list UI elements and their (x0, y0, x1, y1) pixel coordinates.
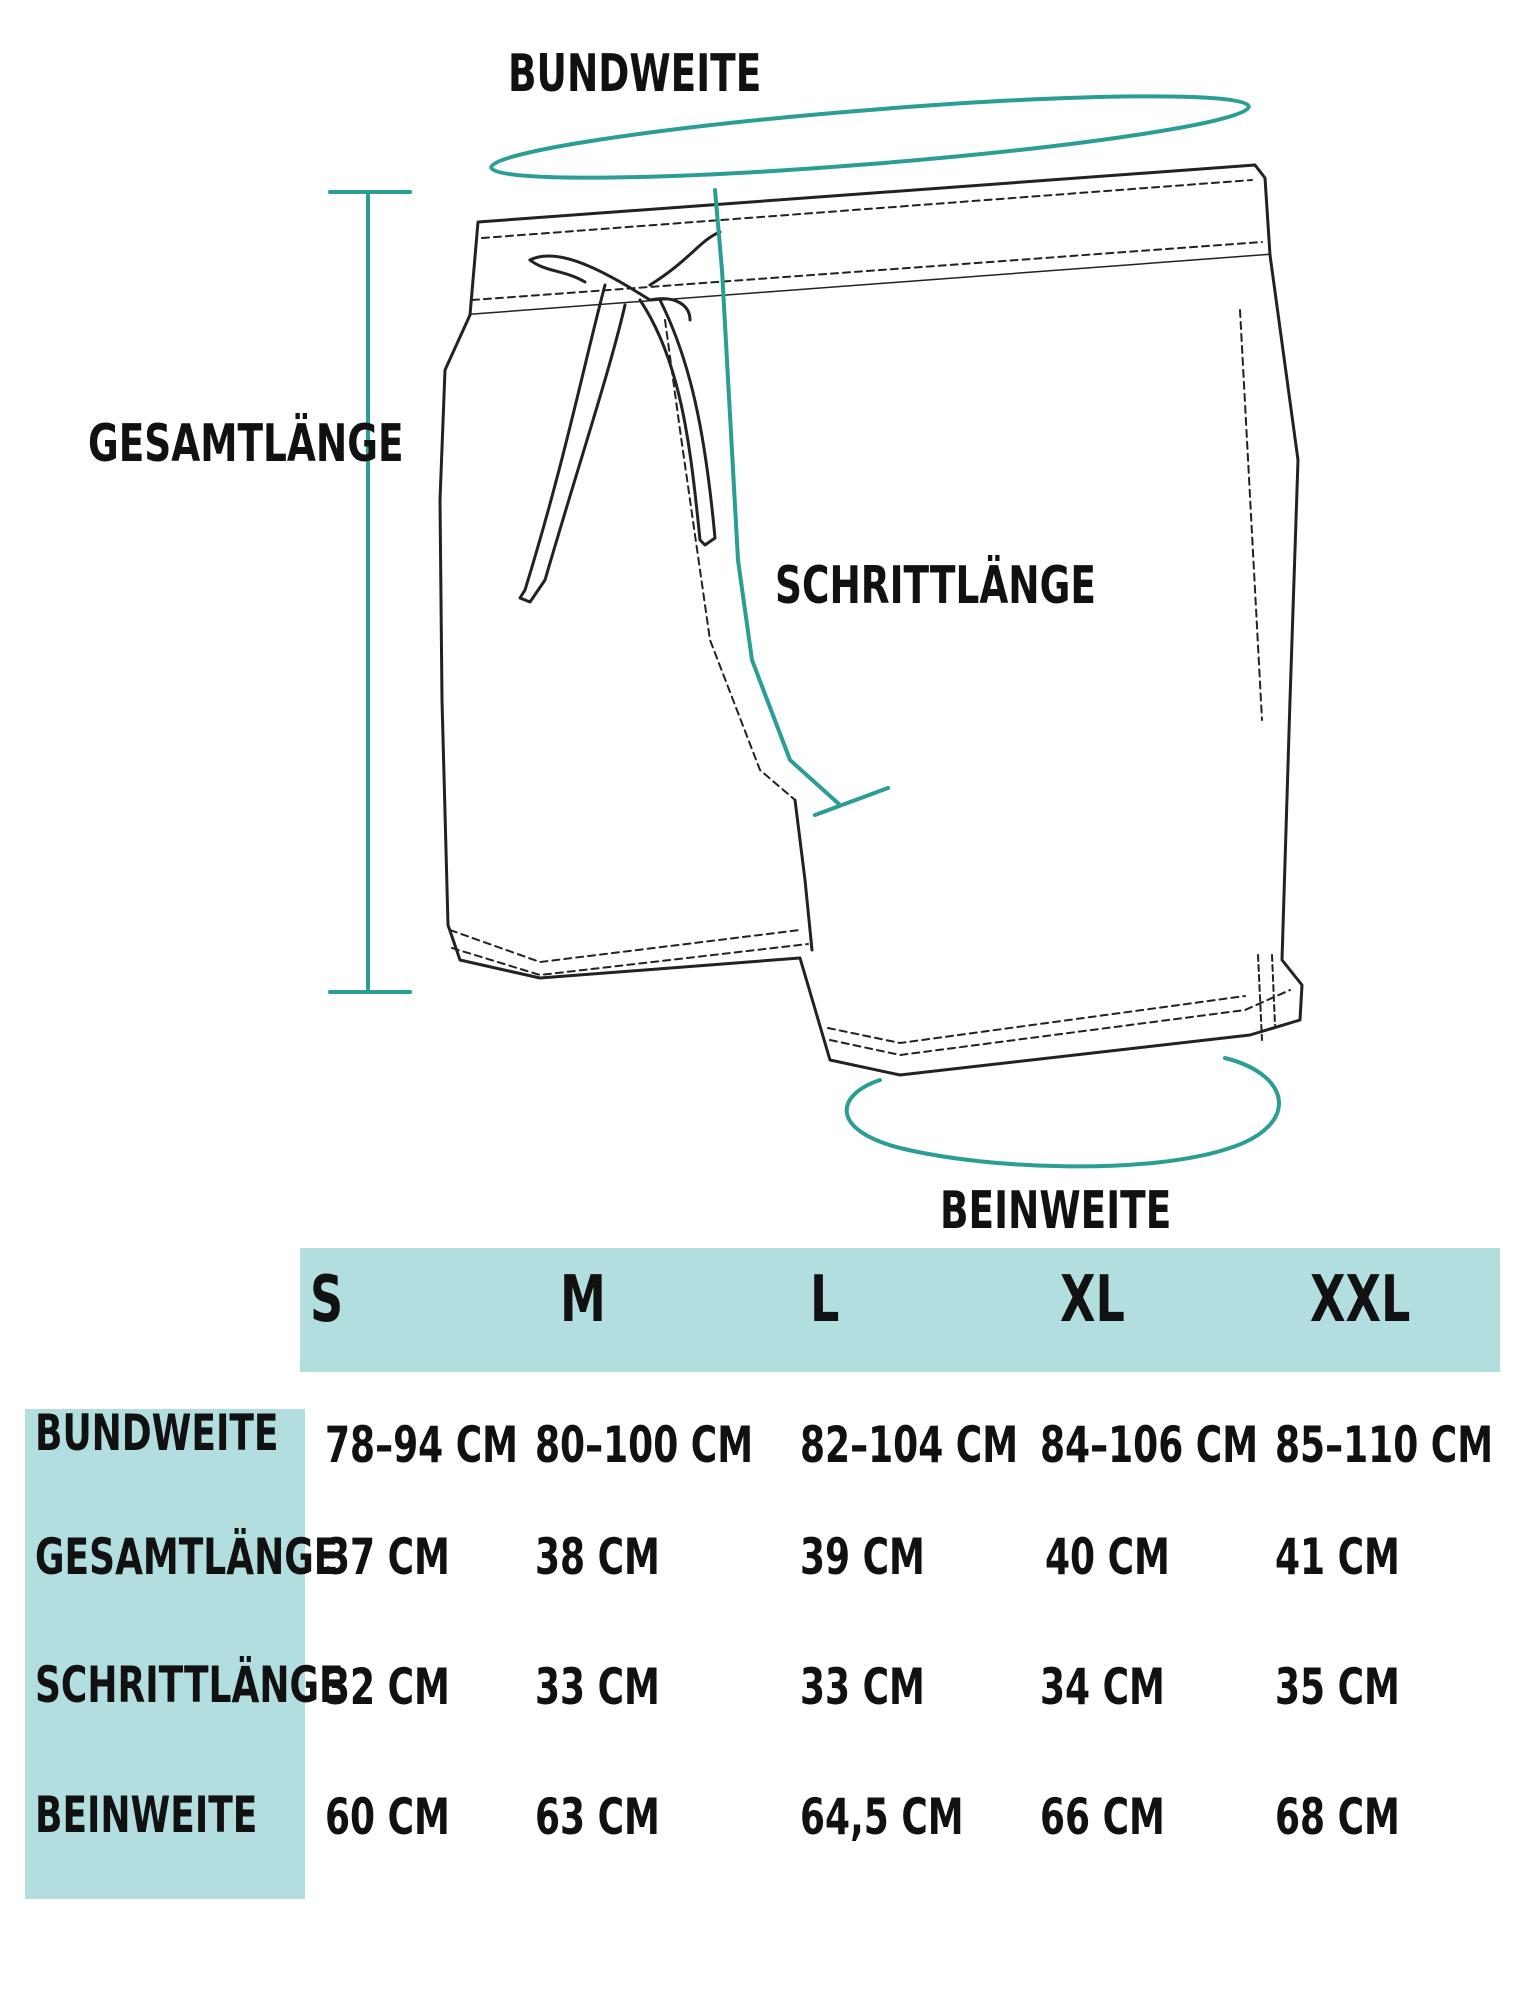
table-cell: 41 CM (1275, 1528, 1400, 1586)
inseam-label: SCHRITTLÄNGE (775, 556, 1096, 616)
table-cell: 35 CM (1275, 1658, 1400, 1716)
row-label-total-length: GESAMTLÄNGE (35, 1528, 339, 1586)
table-cell: 39 CM (800, 1528, 925, 1586)
table-cell: 63 CM (535, 1788, 660, 1846)
table-cell: 84–106 CM (1040, 1416, 1259, 1474)
table-cell: 33 CM (535, 1658, 660, 1716)
table-cell: 38 CM (535, 1528, 660, 1586)
table-cell: 37 CM (325, 1528, 450, 1586)
table-cell: 33 CM (800, 1658, 925, 1716)
table-cell: 68 CM (1275, 1788, 1400, 1846)
shorts-outline (440, 165, 1302, 1075)
table-cell: 78–94 CM (325, 1416, 518, 1474)
waist-label: BUNDWEITE (508, 44, 762, 104)
size-header-l: L (810, 1263, 840, 1337)
table-cell: 66 CM (1040, 1788, 1165, 1846)
table-cell: 85–110 CM (1275, 1416, 1494, 1474)
row-label-inseam: SCHRITTLÄNGE (35, 1656, 344, 1714)
total-length-label: GESAMTLÄNGE (88, 414, 404, 474)
table-cell: 80–100 CM (535, 1416, 754, 1474)
row-label-leg-opening: BEINWEITE (35, 1786, 258, 1844)
leg-opening-label: BEINWEITE (940, 1181, 1172, 1241)
size-header-m: M (560, 1263, 606, 1337)
table-cell: 32 CM (325, 1658, 450, 1716)
table-cell: 64,5 CM (800, 1788, 964, 1846)
table-cell: 82–104 CM (800, 1416, 1019, 1474)
table-cell: 34 CM (1040, 1658, 1165, 1716)
size-header-s: S (310, 1263, 344, 1337)
size-header-xl: XL (1060, 1263, 1125, 1337)
table-cell: 60 CM (325, 1788, 450, 1846)
row-label-waist: BUNDWEITE (35, 1404, 279, 1462)
table-cell: 40 CM (1045, 1528, 1170, 1586)
size-header-xxl: XXL (1310, 1263, 1411, 1337)
